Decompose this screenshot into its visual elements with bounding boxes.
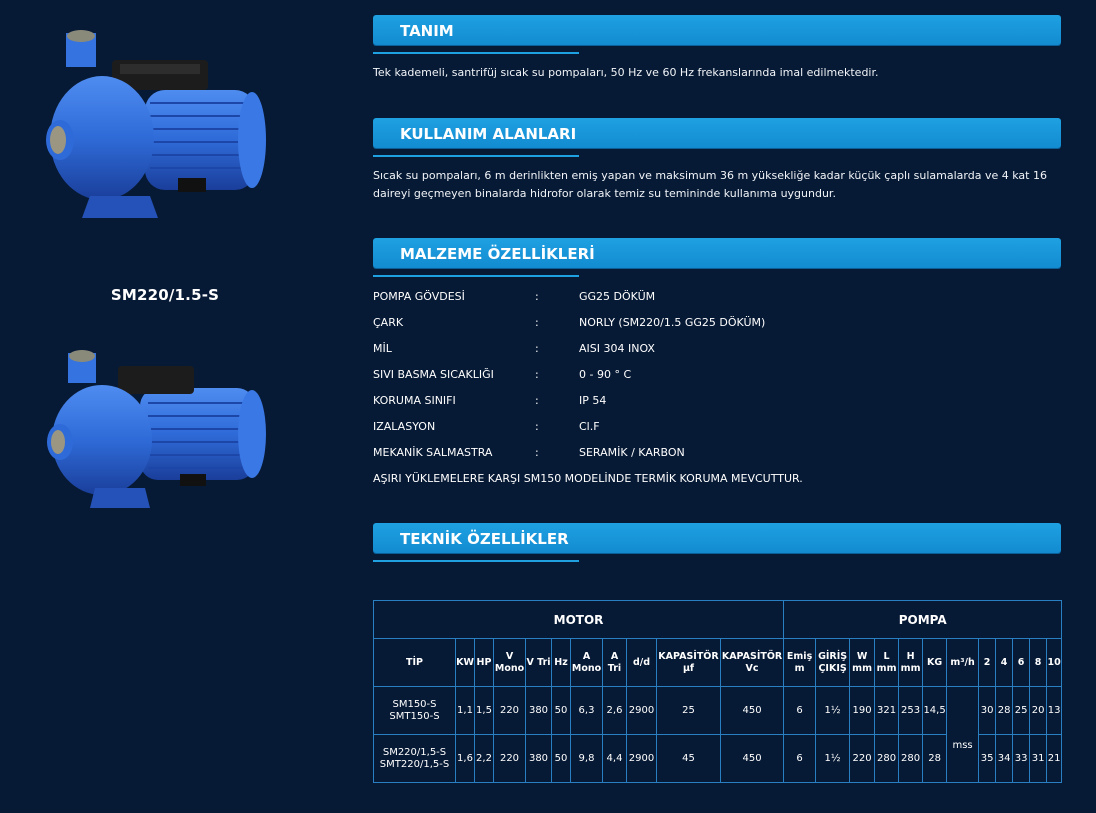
spec-key: ÇARK xyxy=(373,316,404,329)
col-header: KAPASİTÖR µf xyxy=(657,639,721,687)
spec-row xyxy=(373,394,1063,410)
cell: 280 xyxy=(875,735,899,783)
spec-row xyxy=(373,316,1063,332)
spec-value: Cl.F xyxy=(579,420,600,433)
section-underline xyxy=(373,560,579,562)
spec-row xyxy=(373,420,1063,436)
col-header: 6 xyxy=(1013,639,1030,687)
cell: 33 xyxy=(1013,735,1030,783)
thermal-protection-note: AŞIRI YÜKLEMELERE KARŞI SM150 MODELİNDE TERMİK KORUMA MEVCUTTUR. xyxy=(373,472,803,485)
spec-value: 0 - 90 ° C xyxy=(579,368,632,381)
section-title: TANIM xyxy=(400,22,454,40)
spec-key: POMPA GÖVDESİ xyxy=(373,290,465,303)
section-header-teknik xyxy=(373,523,1061,553)
spec-row xyxy=(373,342,1063,358)
technical-table xyxy=(373,600,1062,783)
product-panel xyxy=(0,0,330,813)
cell: 28 xyxy=(923,735,947,783)
pompa-group-header: POMPA xyxy=(784,601,1062,639)
col-header: H mm xyxy=(899,639,923,687)
kullanim-text: Sıcak su pompaları, 6 m derinlikten emiş yapan ve maksimum 36 m yüksekliğe kadar küçük çaplı sulamalarda ve 4 kat 16 daireyi geçmeyen binalarda hidrofor olarak temiz su temininde kullanıma uygundur. xyxy=(373,169,1047,200)
cell: 1,6 xyxy=(456,735,475,783)
spec-row xyxy=(373,290,1063,306)
cell: 190 xyxy=(850,687,875,735)
cell: 1½ xyxy=(816,687,850,735)
cell: 450 xyxy=(721,735,784,783)
cell: 9,8 xyxy=(571,735,603,783)
cell: 20 xyxy=(1030,687,1047,735)
section-header-malzeme xyxy=(373,238,1061,268)
col-header: 2 xyxy=(979,639,996,687)
cell: 21 xyxy=(1047,735,1062,783)
col-header: L mm xyxy=(875,639,899,687)
col-header: A Mono xyxy=(571,639,603,687)
cell: 1½ xyxy=(816,735,850,783)
section-header-kullanim xyxy=(373,118,1061,148)
cell: 30 xyxy=(979,687,996,735)
section-title: MALZEME ÖZELLİKLERİ xyxy=(400,245,595,263)
spec-value: GG25 DÖKÜM xyxy=(579,290,656,303)
col-header: W mm xyxy=(850,639,875,687)
section-title: TEKNİK ÖZELLİKLER xyxy=(400,530,569,548)
cell: 220 xyxy=(850,735,875,783)
col-header: A Tri xyxy=(603,639,627,687)
cell: 6 xyxy=(784,735,816,783)
table-group-row xyxy=(374,601,1062,639)
spec-row xyxy=(373,446,1063,462)
cell: 34 xyxy=(996,735,1013,783)
cell: 13 xyxy=(1047,687,1062,735)
col-header: V Mono xyxy=(494,639,526,687)
motor-group-header: MOTOR xyxy=(374,601,784,639)
pump-image-bottom xyxy=(40,348,270,513)
cell: 220 xyxy=(494,687,526,735)
spec-value: IP 54 xyxy=(579,394,607,407)
cell: 280 xyxy=(899,735,923,783)
cell: 28 xyxy=(996,687,1013,735)
spec-sep: : xyxy=(535,420,539,433)
spec-value: NORLY (SM220/1.5 GG25 DÖKÜM) xyxy=(579,316,766,329)
spec-row xyxy=(373,368,1063,384)
cell: 45 xyxy=(657,735,721,783)
section-underline xyxy=(373,275,579,277)
col-header: Hz xyxy=(552,639,571,687)
cell: 220 xyxy=(494,735,526,783)
cell: 2900 xyxy=(627,735,657,783)
cell: 450 xyxy=(721,687,784,735)
section-title: KULLANIM ALANLARI xyxy=(400,125,577,143)
cell-flow-unit: mss xyxy=(947,687,979,783)
cell-tip: SM150-S SMT150-S xyxy=(374,687,456,735)
col-header: 8 xyxy=(1030,639,1047,687)
cell: 25 xyxy=(1013,687,1030,735)
cell: 380 xyxy=(526,735,552,783)
spec-sep: : xyxy=(535,446,539,459)
spec-sep: : xyxy=(535,368,539,381)
table-header-row xyxy=(374,639,1062,687)
cell: 6,3 xyxy=(571,687,603,735)
section-underline xyxy=(373,52,579,54)
section-underline xyxy=(373,155,579,157)
spec-sep: : xyxy=(535,342,539,355)
cell-tip: SM220/1,5-S SMT220/1,5-S xyxy=(374,735,456,783)
col-header: TİP xyxy=(374,639,456,687)
section-header-tanim xyxy=(373,15,1061,45)
pump-image-top xyxy=(40,28,270,223)
cell: 4,4 xyxy=(603,735,627,783)
cell: 50 xyxy=(552,687,571,735)
cell: 35 xyxy=(979,735,996,783)
col-header: KAPASİTÖR Vc xyxy=(721,639,784,687)
col-header: KW xyxy=(456,639,475,687)
spec-value: AISI 304 INOX xyxy=(579,342,655,355)
col-header: KG xyxy=(923,639,947,687)
table-row xyxy=(374,687,1062,735)
spec-key: MEKANİK SALMASTRA xyxy=(373,446,493,459)
spec-sep: : xyxy=(535,316,539,329)
col-header: GİRİŞ ÇIKIŞ xyxy=(816,639,850,687)
cell: 14,5 xyxy=(923,687,947,735)
model-title: SM220/1.5-S xyxy=(110,286,220,304)
cell: 2,2 xyxy=(475,735,494,783)
spec-key: MİL xyxy=(373,342,392,355)
col-header: V Tri xyxy=(526,639,552,687)
col-header: d/d xyxy=(627,639,657,687)
spec-key: IZALASYON xyxy=(373,420,436,433)
spec-key: SIVI BASMA SICAKLIĞI xyxy=(373,368,494,381)
spec-key: KORUMA SINIFI xyxy=(373,394,456,407)
col-header: 10 xyxy=(1047,639,1062,687)
spec-value: SERAMİK / KARBON xyxy=(579,446,685,459)
col-header: Emiş m xyxy=(784,639,816,687)
spec-sep: : xyxy=(535,394,539,407)
cell: 2900 xyxy=(627,687,657,735)
cell: 1,1 xyxy=(456,687,475,735)
col-header: HP xyxy=(475,639,494,687)
cell: 31 xyxy=(1030,735,1047,783)
spec-sep: : xyxy=(535,290,539,303)
cell: 321 xyxy=(875,687,899,735)
cell: 380 xyxy=(526,687,552,735)
cell: 25 xyxy=(657,687,721,735)
col-header: 4 xyxy=(996,639,1013,687)
cell: 2,6 xyxy=(603,687,627,735)
cell: 1,5 xyxy=(475,687,494,735)
tanim-text: Tek kademeli, santrifüj sıcak su pompaları, 50 Hz ve 60 Hz frekanslarında imal edilmektedir. xyxy=(373,66,879,79)
col-header: m³/h xyxy=(947,639,979,687)
cell: 50 xyxy=(552,735,571,783)
cell: 6 xyxy=(784,687,816,735)
cell: 253 xyxy=(899,687,923,735)
